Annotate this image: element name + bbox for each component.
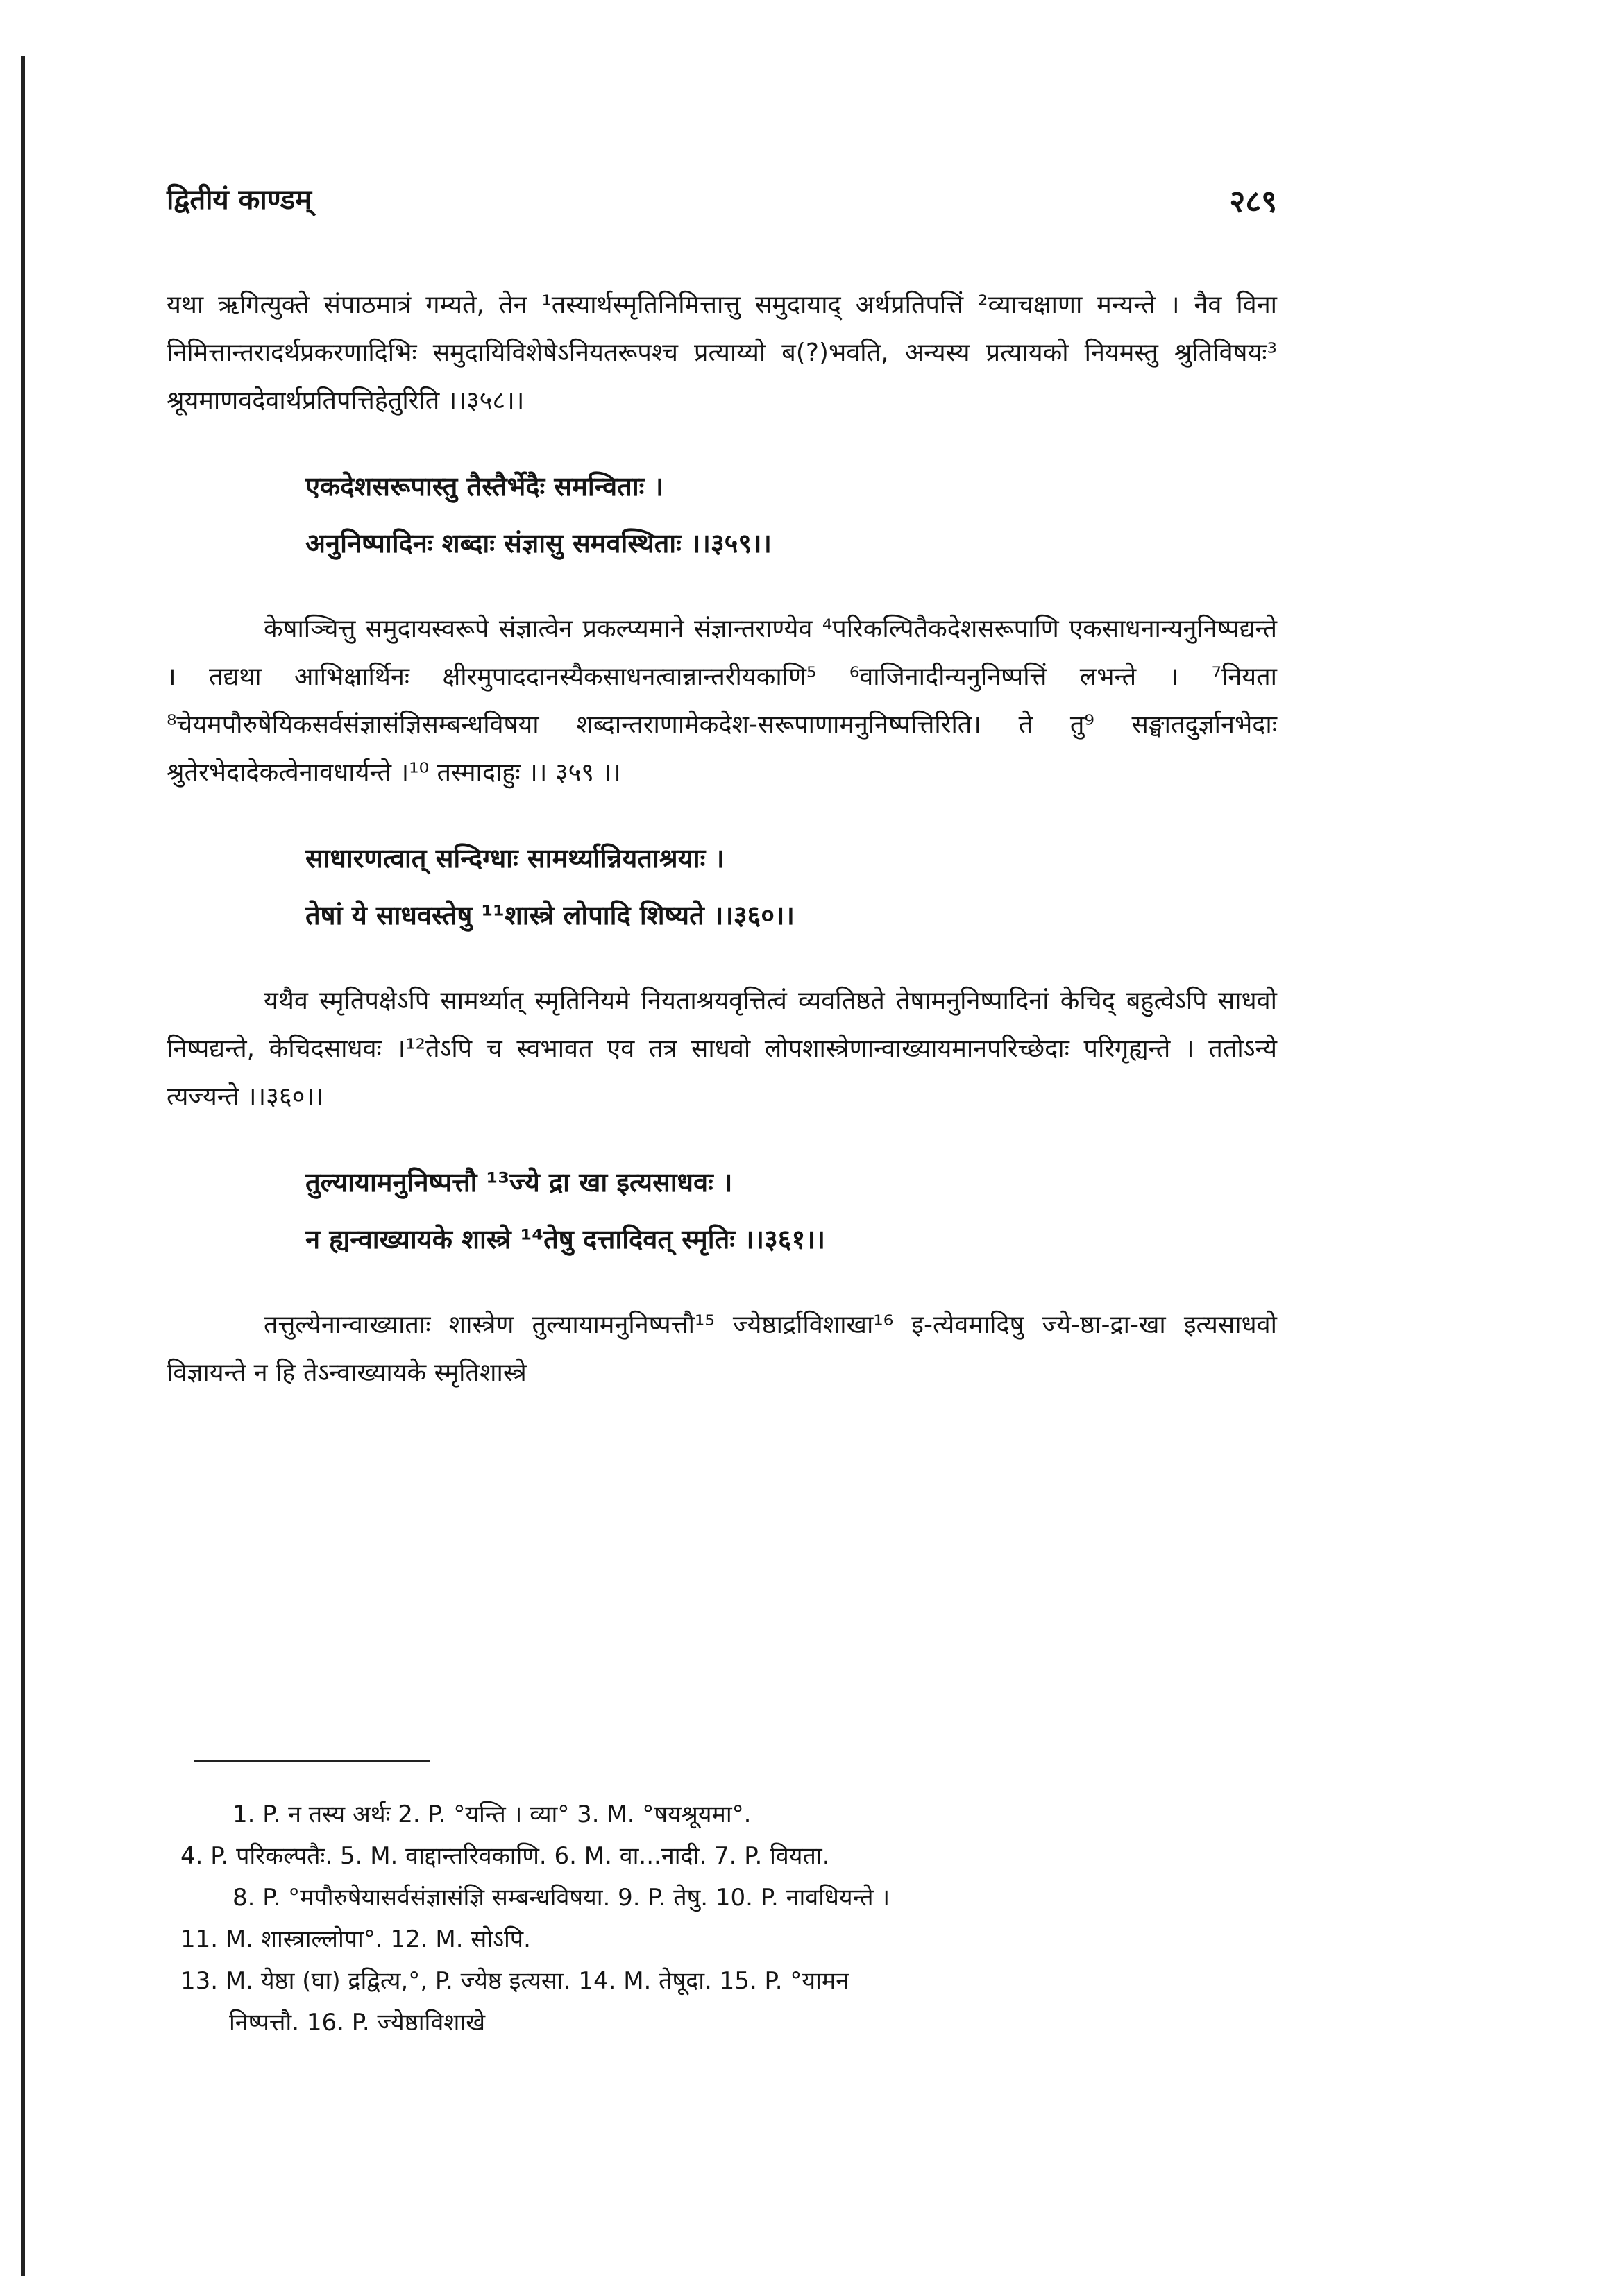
page-header [167, 179, 1277, 235]
verse-line: अनुनिष्पादिनः शब्दाः संज्ञासु समवस्थिताः ।।३५९।। [305, 528, 772, 559]
verse-line: साधारणत्वात् सन्दिग्धाः सामर्थ्यान्नियताश्रयाः । [305, 843, 725, 874]
footnote-line: 1. P. न तस्य अर्थः 2. P. °यन्ति । व्या° 3. M. °षयश्रूयमा°. [232, 1801, 752, 1828]
verse-361 [305, 1154, 1277, 1268]
footnote-line: निष्पत्तौ. 16. P. ज्येष्ठाविशाखे [229, 2009, 485, 2036]
commentary-paragraph: यथा ऋगित्युक्ते संपाठमात्रं गम्यते, तेन ¹तस्यार्थस्मृतिनिमित्तात्तु समुदायाद् अर्थप्रतिपत्तिं ²व्याचक्षाणा मन्यन्ते । नैव विना निमित्तान्तरादर्थप्रकरणादिभिः समुदायिविशेषेऽनियतरूपश्च प्रत्याय्यो ब(?)भवति, अन्यस्य प्रत्यायको नियमस्तु श्रुतिविषयः³ श्रूयमाणवदेवार्थप्रतिपत्तिहेतुरिति ।।३५८।। [167, 291, 1277, 415]
verse-360 [305, 830, 1277, 944]
footnote-line: 13. M. येष्ठा (घा) द्रद्वित्य,°, P. ज्येष्ठ इत्यसा. 14. M. तेषूदा. 15. P. °यामन [180, 1967, 849, 1995]
footnotes [180, 1794, 1263, 2043]
main-text [167, 281, 1277, 1430]
footnote-line: 11. M. शास्त्राल्लोपा°. 12. M. सोऽपि. [180, 1925, 531, 1953]
verse-line: तुल्यायामनुनिष्पत्तौ ¹³ज्ये द्रा खा इत्यसाधवः । [305, 1167, 733, 1198]
verse-line: तेषां ये साधवस्तेषु ¹¹शास्त्रे लोपादि शिष्यते ।।३६०।। [305, 900, 795, 930]
commentary-paragraph: केषाञ्चित्तु समुदायस्वरूपे संज्ञात्वेन प्रकल्प्यमाने संज्ञान्तराण्येव ⁴परिकल्पितैकदेशसरूपाणि एकसाधनान्यनुनिष्पद्यन्ते । तद्यथा आभिक्षार्थिनः क्षीरमुपाददानस्यैकसाधनत्वान्नान्तरीयकाणि⁵ ⁶वाजिनादीन्यनुनिष्पत्तिं लभन्ते । ⁷नियता ⁸चेयमपौरुषेयिकसर्वसंज्ञासंज्ञिसम्बन्धविषया शब्दान्तराणामेकदेश-सरूपाणामनुनिष्पत्तिरिति। ते तु⁹ सङ्घातदुर्ज्ञानभेदाः श्रुतेरभेदादेकत्वेनावधार्यन्ते ।¹⁰ तस्मादाहुः ।। ३५९ ।। [167, 615, 1277, 787]
verse-line: न ह्यन्वाख्यायके शास्त्रे ¹⁴तेषु दत्तादिवत् स्मृतिः ।।३६१।। [305, 1224, 826, 1255]
commentary-paragraph: यथैव स्मृतिपक्षेऽपि सामर्थ्यात् स्मृतिनियमे नियताश्रयवृत्तित्वं व्यवतिष्ठते तेषामनुनिष्पादिनां केचिद् बहुत्वेऽपि साधवो निष्पद्यन्ते, केचिदसाधवः ।¹²तेऽपि च स्वभावत एव तत्र साधवो लोपशास्त्रेणान्वाख्यायमानपरिच्छेदाः परिगृह्यन्ते । ततोऽन्ये त्यज्यन्ते ।।३६०।। [167, 987, 1277, 1111]
verse-359 [305, 458, 1277, 572]
page-number: २८९ [1229, 184, 1277, 219]
footnote-line: 4. P. परिकल्पतैः. 5. M. वाद्दान्तरिवकाणि. 6. M. वा...नादी. 7. P. वियता. [180, 1842, 830, 1870]
book-page [167, 0, 1277, 2296]
running-head: द्वितीयं काण्डम् [167, 184, 312, 216]
footnote-rule [194, 1760, 430, 1762]
scan-margin-line [21, 56, 25, 2276]
verse-line: एकदेशसरूपास्तु तैस्तैर्भेदैः समन्विताः । [305, 471, 663, 502]
commentary-paragraph: तत्तुल्येनान्वाख्याताः शास्त्रेण तुल्यायामनुनिष्पत्तौ¹⁵ ज्येष्ठार्द्राविशाखा¹⁶ इ-त्येवमादिषु ज्ये-ष्ठा-द्रा-खा इत्यसाधवो विज्ञायन्ते न हि तेऽन्वाख्यायके स्मृतिशास्त्रे [167, 1311, 1277, 1387]
footnote-line: 8. P. °मपौरुषेयासर्वसंज्ञासंज्ञि सम्बन्धविषया. 9. P. तेषु. 10. P. नावधियन्ते । [232, 1884, 890, 1912]
